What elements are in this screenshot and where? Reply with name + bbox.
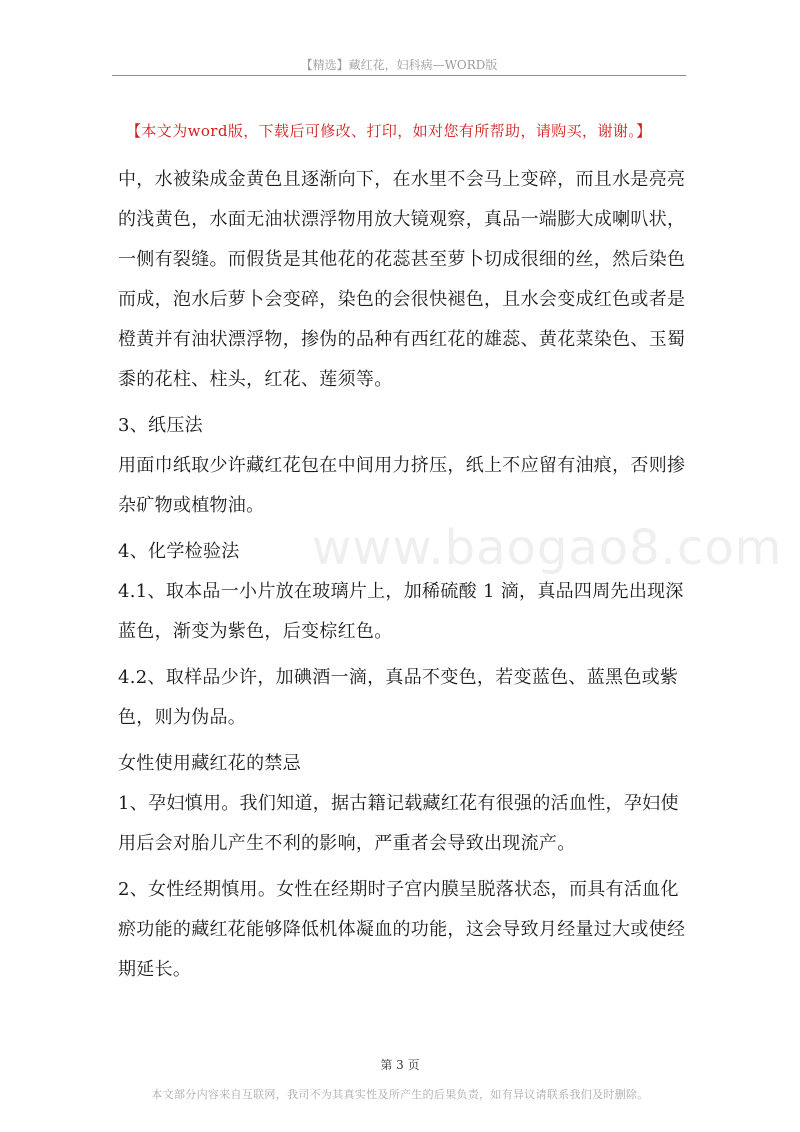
watermark: www.baogao8.com	[312, 520, 783, 576]
paragraph-chemical-test-2: 4.2、取样品少许，加碘酒一滴，真品不变色，若变蓝色、蓝黑色或紫色，则为伪品。	[118, 667, 679, 728]
page-number: 第 3 页	[380, 1058, 420, 1072]
page-header: 【精选】藏红花，妇科病—WORD版	[300, 58, 498, 72]
paragraph-chemical-test-1: 4.1、取本品一小片放在玻璃片上，加稀硫酸 1 滴，真品四周先出现深蓝色，渐变为紫色，后变棕红色。	[118, 581, 684, 642]
paragraph-menstruation: 2、女性经期慎用。女性在经期时子宫内膜呈脱落状态，而具有活血化瘀功能的藏红花能够降低机体凝血的功能，这会导致月经量过大或使经期延长。	[118, 879, 686, 980]
download-notice: 【本文为word版，下载后可修改、打印，如对您有所帮助，请购买，谢谢。】	[126, 122, 652, 140]
header-divider	[112, 75, 686, 76]
paragraph-paper-press: 用面巾纸取少许藏红花包在中间用力挤压，纸上不应留有油痕，否则掺杂矿物或植物油。	[118, 455, 686, 516]
heading-paper-press: 3、纸压法	[118, 415, 203, 436]
heading-chemical-test: 4、化学检验法	[118, 541, 240, 562]
paragraph-identification: 中，水被染成金黄色且逐渐向下，在水里不会马上变碎，而且水是亮亮的浅黄色，水面无油状漂浮物用放大镜观察，真品一端膨大成喇叭状，一侧有裂缝。而假货是其他花的花蕊甚至萝卜切成很细的丝，然后染色而成，泡水后萝卜会变碎，染色的会很快褪色，且水会变成红色或者是橙黄并有油状漂浮物，掺伪的品种有西红花的雄蕊、黄花菜染色、玉蜀黍的花柱、柱头，红花、莲须等。	[118, 169, 686, 390]
page-footer: 本文部分内容来自互联网，我司不为其真实性及所产生的后果负责，如有异议请联系我们及时删除。	[151, 1088, 649, 1101]
document-body	[118, 160, 690, 996]
heading-contraindications: 女性使用藏红花的禁忌	[118, 753, 301, 774]
paragraph-pregnancy: 1、孕妇慎用。我们知道，据古籍记载藏红花有很强的活血性，孕妇使用后会对胎儿产生不利的影响，严重者会导致出现流产。	[118, 793, 679, 854]
